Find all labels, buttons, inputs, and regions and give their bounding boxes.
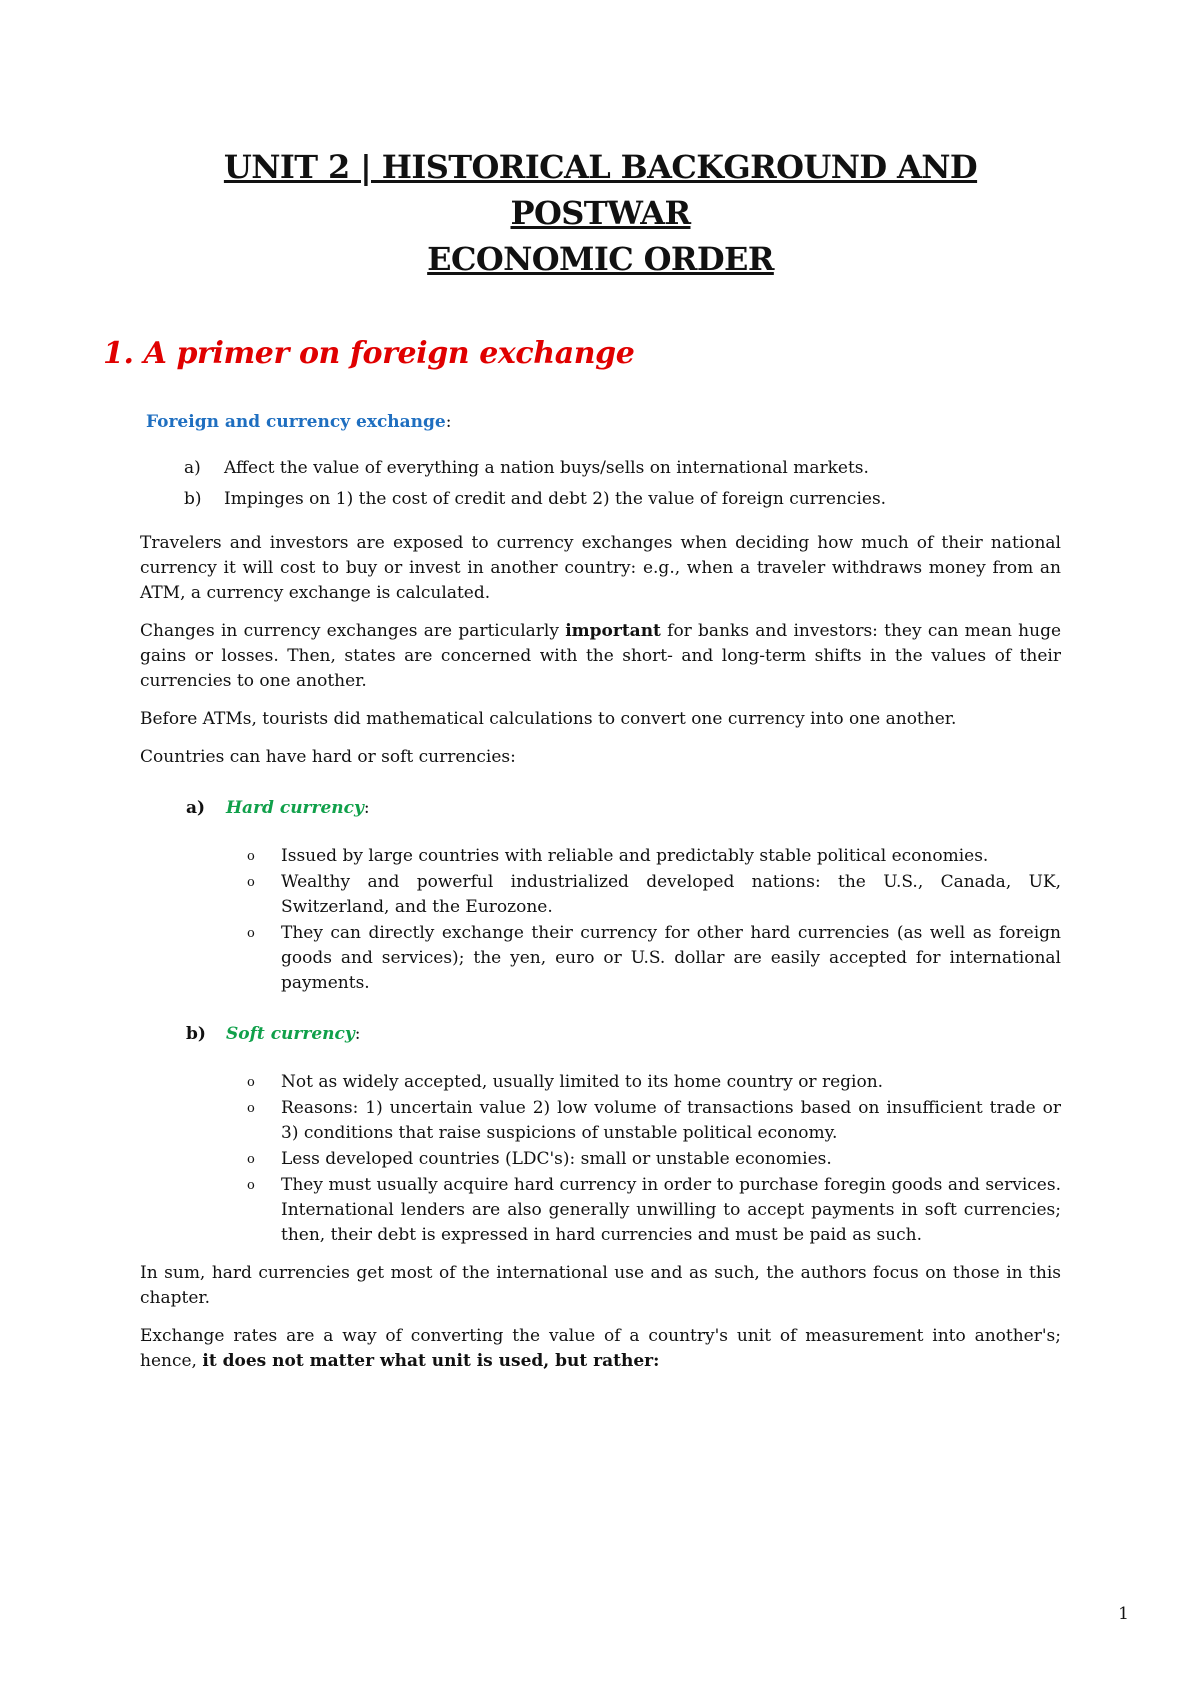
- list-item: [247, 1147, 1061, 1172]
- list-marker: b): [186, 1024, 206, 1044]
- section-heading: 1. A primer on foreign exchange: [103, 336, 635, 371]
- subheading-label: Foreign and currency exchange: [146, 412, 446, 432]
- paragraph-in-sum: In sum, hard currencies get most of the international use and as such, the authors focus on those in this chapter.: [140, 1263, 1061, 1308]
- paragraph-exchange-rates: [140, 1324, 1061, 1374]
- list-text: They can directly exchange their currency for other hard currencies (as well as foreign goods and services); the yen, euro or U.S. dollar are easily accepted for international payments.: [281, 923, 1061, 993]
- list-text: Affect the value of everything a nation buys/sells on international markets.: [224, 458, 869, 478]
- alpha-list: [184, 456, 1061, 511]
- label-colon: :: [354, 1024, 361, 1044]
- bullet-icon: o: [247, 926, 255, 941]
- list-item: [247, 844, 1061, 869]
- list-marker: b): [184, 489, 202, 509]
- bullet-icon: o: [247, 1075, 255, 1090]
- list-text: They must usually acquire hard currency in order to purchase foregin goods and services. International lenders are also generally unwilling to accept payments in soft currencies; then, their debt is expressed in hard currencies and must be paid as such.: [281, 1175, 1061, 1245]
- bullet-icon: o: [247, 1152, 255, 1167]
- subheading-colon: :: [445, 412, 452, 432]
- bullet-icon: o: [247, 1101, 255, 1116]
- list-item: [247, 1096, 1061, 1146]
- list-item: [184, 456, 1061, 480]
- title-line-1: UNIT 2 | HISTORICAL BACKGROUND AND POSTWAR: [223, 148, 978, 232]
- list-text: Impinges on 1) the cost of credit and debt 2) the value of foreign currencies.: [224, 489, 887, 509]
- list-text: Less developed countries (LDC's): small or unstable economies.: [281, 1149, 832, 1169]
- paragraph-text: for banks and investors: they can mean huge gains or losses. Then, states are concerned with the short- and long-term shifts in the values of their currencies to one another.: [140, 621, 1062, 691]
- hard-currency-list: [247, 844, 1061, 996]
- bullet-icon: o: [247, 849, 255, 864]
- paragraph-countries: Countries can have hard or soft currencies:: [140, 747, 516, 767]
- list-item: [247, 921, 1061, 996]
- list-text: Wealthy and powerful industrialized developed nations: the U.S., Canada, UK, Switzerland, and the Eurozone.: [281, 872, 1061, 917]
- soft-currency-list: [247, 1070, 1061, 1248]
- list-item: [184, 487, 1061, 511]
- paragraph-travelers: Travelers and investors are exposed to currency exchanges when deciding how much of their national currency it will cost to buy or invest in another country: e.g., when a traveler withdraws money from an ATM, a currency exchange is calculated.: [140, 533, 1061, 603]
- bold-text: important: [565, 621, 661, 641]
- list-item: [247, 1173, 1061, 1248]
- title-line-2: ECONOMIC ORDER: [427, 240, 774, 278]
- bold-text: it does not matter what unit is used, but rather:: [202, 1351, 660, 1371]
- list-text: Reasons: 1) uncertain value 2) low volume of transactions based on insufficient trade or 3) conditions that raise suspicions of unstable political economy.: [281, 1098, 1061, 1143]
- label-colon: :: [363, 798, 370, 818]
- paragraph-text: Changes in currency exchanges are particularly: [140, 621, 566, 641]
- page-number: 1: [1118, 1604, 1129, 1624]
- paragraph-changes: [140, 619, 1061, 694]
- paragraph-atms: Before ATMs, tourists did mathematical calculations to convert one currency into one another.: [140, 709, 957, 729]
- hard-currency-heading: [186, 796, 1061, 820]
- document-page: [0, 144, 1200, 1697]
- list-marker: a): [184, 458, 201, 478]
- soft-currency-heading: [186, 1022, 1061, 1046]
- list-item: [247, 870, 1061, 920]
- list-item: [247, 1070, 1061, 1095]
- bullet-icon: o: [247, 875, 255, 890]
- list-text: Not as widely accepted, usually limited to its home country or region.: [281, 1072, 884, 1092]
- document-title: [140, 144, 1061, 282]
- bullet-icon: o: [247, 1178, 255, 1193]
- hard-currency-label: Hard currency: [226, 798, 364, 818]
- list-marker: a): [186, 798, 206, 818]
- paragraph-text: Exchange rates are a way of converting the value of a country's unit of measurement into another's; hence,: [140, 1326, 1061, 1371]
- soft-currency-label: Soft currency: [226, 1024, 355, 1044]
- list-text: Issued by large countries with reliable and predictably stable political economies.: [281, 846, 989, 866]
- subheading: [146, 410, 1061, 434]
